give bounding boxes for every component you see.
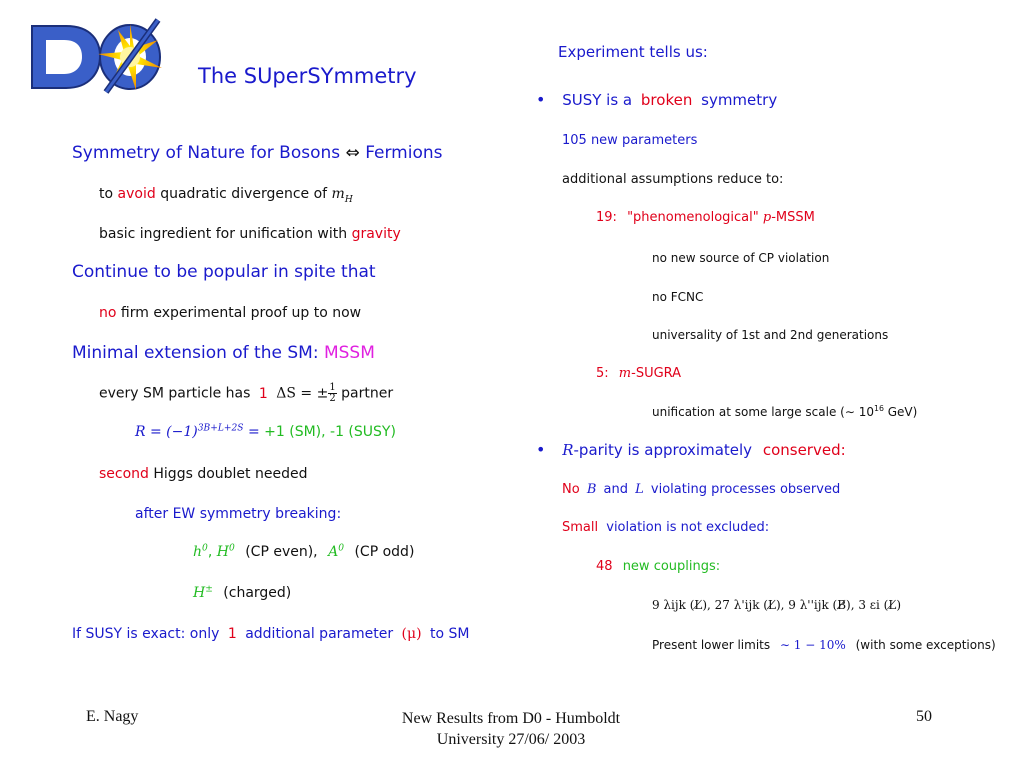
text-5: 5: — [596, 366, 609, 381]
text-phenomenological: "phenomenological" — [627, 210, 759, 225]
text-one-param: 1 — [227, 626, 237, 642]
math-sub-H: H — [344, 194, 353, 205]
heading-experiment: Experiment tells us: — [558, 43, 708, 61]
text-sugra: -SUGRA — [631, 366, 682, 381]
math-mH — [331, 186, 353, 205]
footer-center — [336, 708, 686, 750]
footer-author: E. Nagy — [86, 708, 139, 725]
line-coupling-list: 9 λijk (L̸), 27 λ'ijk (L̸), 9 λ''ijk (B̸), 3 εi (L̸) — [652, 598, 902, 612]
footer-center-line2: University 27/06/ 2003 — [436, 731, 586, 748]
line-no-fcnc: no FCNC — [652, 290, 704, 304]
math-pm-sup: ± — [205, 584, 213, 595]
line-avoid-divergence — [99, 186, 353, 205]
footer-center-line1: New Results from D0 - Humboldt — [401, 710, 621, 727]
text-second: second — [99, 466, 149, 482]
text-violating-processes: violating processes observed — [650, 482, 841, 497]
text-comma: , — [207, 544, 217, 560]
line-48-couplings — [596, 559, 720, 574]
math-exponent: 3B+L+2S — [197, 423, 244, 434]
math-h-sup: 0 — [202, 543, 208, 554]
line-ew-breaking: after EW symmetry breaking: — [135, 506, 342, 522]
text-unification-scale: unification at some large scale (∼ 10 — [652, 405, 874, 419]
text-susy-exact: If SUSY is exact: only — [72, 626, 220, 642]
math-A-sup: 0 — [338, 543, 345, 554]
text-unification: basic ingredient for unification with — [99, 226, 348, 242]
text-avoid: avoid — [117, 186, 156, 202]
text-mssm: MSSM — [323, 343, 375, 363]
fraction-half — [328, 383, 336, 404]
bullet-r-parity — [536, 440, 846, 459]
heading-fermions-text: Fermions — [365, 143, 443, 163]
math-mu: (μ) — [401, 626, 422, 642]
heading-minimal-extension — [72, 343, 375, 363]
text-higgs-doublet: Higgs doublet needed — [153, 466, 308, 482]
line-pmssm — [596, 210, 815, 225]
d0-logo — [26, 16, 168, 94]
text-gev: GeV) — [883, 405, 918, 419]
text-broken: broken — [640, 91, 693, 109]
line-no-b-l-violation — [562, 482, 840, 497]
line-additional-assumptions: additional assumptions reduce to: — [562, 172, 784, 187]
text-every-sm: every SM particle has — [99, 385, 251, 402]
math-H: H — [216, 544, 229, 560]
text-small: Small — [562, 520, 599, 535]
text-present-lower-limits: Present lower limits — [652, 638, 771, 652]
math-B: B — [586, 482, 597, 497]
math-limit-range: ∼ 1 − 10% — [779, 638, 846, 652]
text-symmetry: symmetry — [701, 91, 778, 109]
math-m: m — [331, 186, 345, 202]
math-R: R — [562, 441, 574, 459]
line-second-higgs — [99, 466, 307, 482]
text-violation-not-excluded: violation is not excluded: — [606, 520, 770, 535]
heading-symmetry-text: Symmetry of Nature for Bosons — [72, 143, 341, 163]
text-conserved: conserved: — [762, 441, 846, 459]
text-48: 48 — [596, 559, 613, 574]
line-105-params: 105 new parameters — [562, 133, 698, 148]
footer-page-number: 50 — [916, 708, 932, 725]
bullet-icon: • — [536, 90, 546, 109]
math-A0 — [328, 544, 344, 560]
double-arrow-icon: ⇔ — [345, 143, 360, 163]
math-exp-16: 16 — [874, 404, 884, 413]
text-partner: partner — [341, 385, 394, 402]
text-one: 1 — [258, 385, 268, 402]
math-H-charged: H — [193, 585, 206, 601]
text-cp-odd: (CP odd) — [354, 544, 415, 560]
math-h: h — [193, 544, 203, 560]
math-h0 — [193, 544, 208, 560]
math-m-sugra: m — [618, 366, 632, 381]
fraction-den: 2 — [329, 393, 336, 404]
line-unification-scale — [652, 405, 917, 419]
line-universality: universality of 1st and 2nd generations — [652, 328, 889, 342]
text-no-processes: No — [562, 482, 580, 497]
text-no: no — [99, 305, 117, 321]
text-sm-susy-values: +1 (SM), -1 (SUSY) — [264, 424, 396, 440]
math-delta-s: ΔS = ± — [276, 385, 329, 402]
line-no-proof — [99, 305, 361, 321]
math-r-eq: R = (−1) — [135, 424, 198, 440]
heading-symmetry — [72, 143, 443, 163]
text-gravity: gravity — [351, 226, 401, 242]
text-susy-is-a: SUSY is a — [562, 91, 633, 109]
line-susy-exact — [72, 626, 470, 642]
text-r-parity: -parity is approximately — [573, 441, 753, 459]
text-divergence: quadratic divergence of — [160, 186, 328, 202]
math-H-sup: 0 — [228, 543, 235, 554]
line-partner — [99, 383, 393, 404]
bullet-icon: • — [536, 440, 546, 459]
text-and: and — [603, 482, 628, 497]
text-with-exceptions: (with some exceptions) — [855, 638, 996, 652]
slide-title: The SUperSYmmetry — [198, 64, 417, 88]
math-p: p — [762, 210, 772, 225]
math-A: A — [328, 544, 339, 560]
bullet-broken-symmetry — [536, 90, 777, 109]
line-gravity — [99, 226, 401, 242]
text-new-couplings: new couplings: — [622, 559, 721, 574]
text-to: to — [99, 186, 114, 202]
text-charged: (charged) — [223, 585, 292, 601]
fraction-num: 1 — [329, 382, 336, 393]
math-L: L — [635, 482, 644, 497]
text-to-sm: to SM — [430, 626, 470, 642]
line-cp-even-odd — [193, 544, 414, 560]
heading-popular: Continue to be popular in spite that — [72, 262, 376, 282]
math-equals: = — [243, 424, 265, 440]
text-cp-even: (CP even), — [245, 544, 318, 560]
line-msugra — [596, 366, 681, 381]
math-H0 — [217, 544, 235, 560]
line-lower-limits — [652, 638, 996, 652]
text-additional-parameter: additional parameter — [245, 626, 394, 642]
line-r-parity-def — [135, 424, 396, 440]
line-charged-higgs — [193, 585, 291, 601]
line-small-violation — [562, 520, 769, 535]
line-no-cp-violation: no new source of CP violation — [652, 251, 830, 265]
text-firm-proof: firm experimental proof up to now — [120, 305, 362, 321]
text-19: 19: — [596, 210, 617, 225]
math-Hpm — [193, 585, 213, 601]
text-minimal-extension: Minimal extension of the SM: — [72, 343, 319, 363]
text-mssm-suffix: -MSSM — [771, 210, 815, 225]
